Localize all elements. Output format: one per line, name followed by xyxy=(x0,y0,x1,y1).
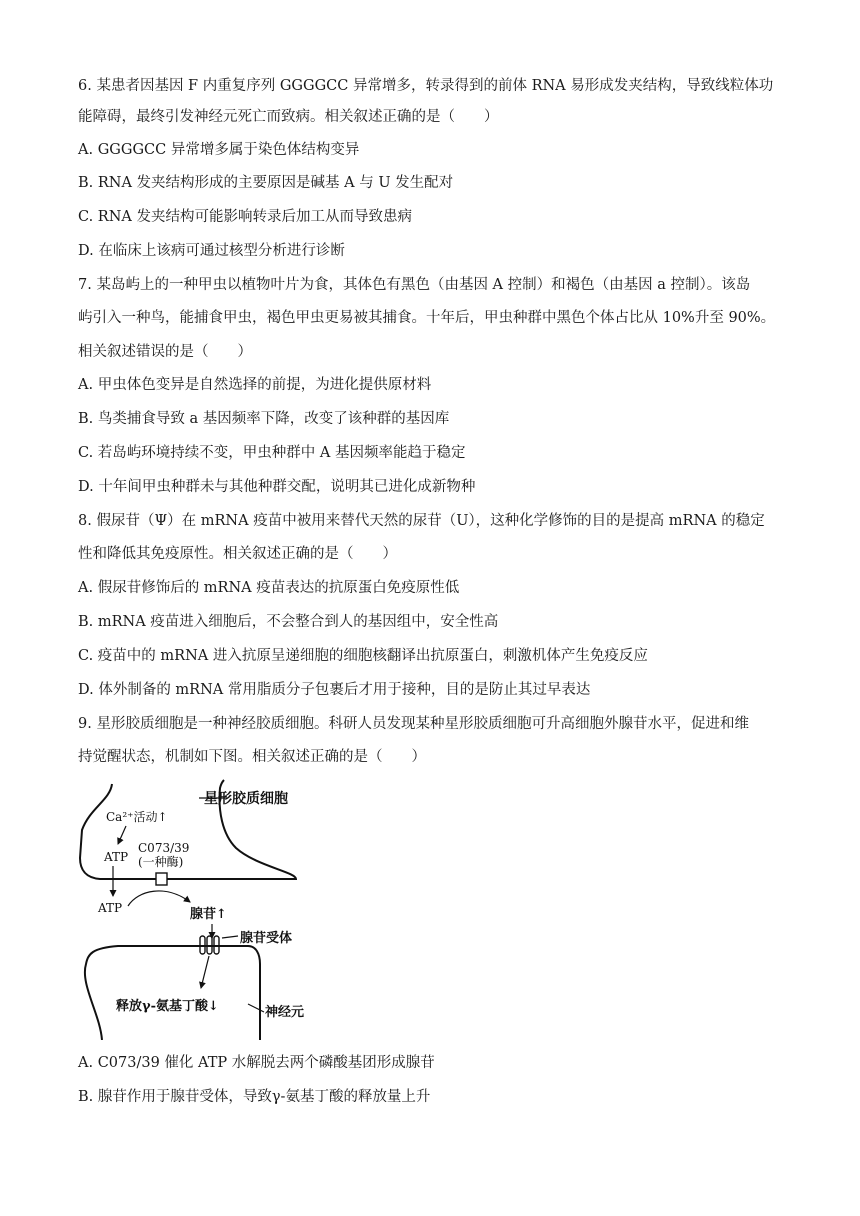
q7-option-d: D. 十年间甲虫种群未与其他种群交配，说明其已进化成新物种 xyxy=(78,479,476,495)
q7-option-c: C. 若岛屿环境持续不变，甲虫种群中 A 基因频率能趋于稳定 xyxy=(78,445,466,461)
neuron-membrane xyxy=(85,946,260,1040)
q7-option-b: B. 鸟类捕食导致 a 基因频率下降，改变了该种群的基因库 xyxy=(78,411,450,427)
enzyme-note-label: (一种酶) xyxy=(138,855,184,869)
q8-option-d: D. 体外制备的 mRNA 常用脂质分子包裹后才用于接种，目的是防止其过早表达 xyxy=(78,682,591,698)
q8-stem-line-2: 性和降低其免疫原性。相关叙述正确的是（ ） xyxy=(78,546,397,562)
atp-intracellular-label: ATP xyxy=(104,850,129,864)
receptor-to-gaba-arrow xyxy=(201,956,209,988)
q9-option-a: A. C073/39 催化 ATP 水解脱去两个磷酸基团形成腺苷 xyxy=(78,1055,435,1071)
q8-option-c: C. 疫苗中的 mRNA 进入抗原呈递细胞的细胞核翻译出抗原蛋白，刺激机体产生免疫反应 xyxy=(78,648,648,664)
q6-option-b: B. RNA 发夹结构形成的主要原因是碱基 A 与 U 发生配对 xyxy=(78,175,454,191)
q9-stem-line-2: 持觉醒状态，机制如下图。相关叙述正确的是（ ） xyxy=(78,749,426,765)
q7-stem-line-2: 屿引入一种鸟，能捕食甲虫，褐色甲虫更易被其捕食。十年后，甲虫种群中黑色个体占比从 10%升至 90%。 xyxy=(78,310,776,326)
gaba-release-label: 释放γ-氨基丁酸↓ xyxy=(116,999,219,1014)
enzyme-channel xyxy=(156,873,167,885)
q6-stem-line-2: 能障碍，最终引发神经元死亡而致病。相关叙述正确的是（ ） xyxy=(78,109,499,125)
ca-to-atp-arrow xyxy=(118,826,126,844)
atp-extracellular-label: ATP xyxy=(98,901,123,915)
q8-option-a: A. 假尿苷修饰后的 mRNA 疫苗表达的抗原蛋白免疫原性低 xyxy=(78,580,460,596)
q7-option-a: A. 甲虫体色变异是自然选择的前提，为进化提供原材料 xyxy=(78,377,432,393)
q8-option-b: B. mRNA 疫苗进入细胞后，不会整合到人的基因组中，安全性高 xyxy=(78,614,499,630)
ca-activity-label: Ca²⁺活动↑ xyxy=(106,810,168,824)
q7-stem-line-3: 相关叙述错误的是（ ） xyxy=(78,344,252,360)
neuron-label: 神经元 xyxy=(265,1005,305,1020)
q6-option-d: D. 在临床上该病可通过核型分析进行诊断 xyxy=(78,243,345,259)
mechanism-diagram xyxy=(70,778,330,1040)
q6-option-c: C. RNA 发夹结构可能影响转录后加工从而导致患病 xyxy=(78,209,412,225)
neuron-label-leader xyxy=(248,1004,264,1012)
q8-stem-line-1: 8. 假尿苷（Ψ）在 mRNA 疫苗中被用来替代天然的尿苷（U），这种化学修饰的目的是提高 mRNA 的稳定 xyxy=(78,513,765,529)
q9-option-b: B. 腺苷作用于腺苷受体，导致γ-氨基丁酸的释放量上升 xyxy=(78,1089,431,1105)
enzyme-name-label: C073/39 xyxy=(138,841,190,855)
q6-option-a: A. GGGGCC 异常增多属于染色体结构变异 xyxy=(78,142,360,158)
q6-stem-line-1: 6. 某患者因基因 F 内重复序列 GGGGCC 异常增多，转录得到的前体 RNA 易形成发夹结构，导致线粒体功 xyxy=(78,78,774,94)
adenosine-label: 腺苷↑ xyxy=(190,907,227,922)
receptor-label-leader xyxy=(222,936,238,938)
atp-to-adenosine-arrow xyxy=(128,891,190,906)
q7-stem-line-1: 7. 某岛屿上的一种甲虫以植物叶片为食，其体色有黑色（由基因 A 控制）和褐色（由基因 a 控制）。该岛 xyxy=(78,277,751,293)
astrocyte-label: 星形胶质细胞 xyxy=(204,791,288,807)
receptor-label: 腺苷受体 xyxy=(240,931,293,946)
q9-stem-line-1: 9. 星形胶质细胞是一种神经胶质细胞。科研人员发现某种星形胶质细胞可升高细胞外腺苷水平，促进和维 xyxy=(78,716,749,732)
